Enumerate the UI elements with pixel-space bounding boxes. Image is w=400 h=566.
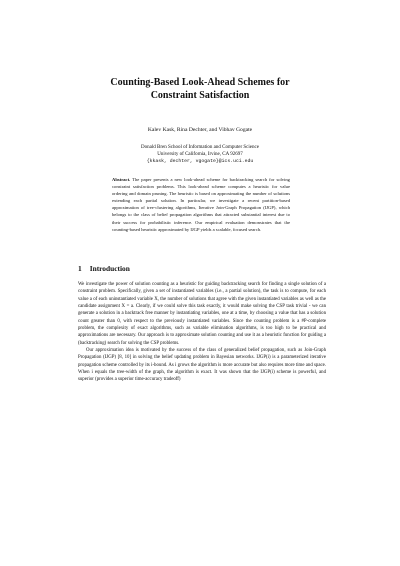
section-body <box>78 281 326 384</box>
section-heading <box>78 264 130 273</box>
title-line: Constraint Satisfaction <box>150 90 250 101</box>
affiliation-line: University of California, Irvine, CA 92697 <box>157 152 243 157</box>
body-paragraph: We investigate the power of solution counting as a heuristic for guiding backtracking search for finding a single solution of a constraint problem. Specifically, given a set of instantiated variables (i.e., a partial solution), the task is to compute, for each value a of each uninstantiated variable X, the number of solutions that agree with the given instantiated variables as well as the candidate assignment X = a. Clearly, if we could solve this task exactly, it would make solving the CSP task trivial - we can generate a solution in a backtrack free manner by instantiating variables, one at a time, by choosing a value that has a solution count greater than 0, with respect to the previously instantiated variables. Since the counting problem is a #P-complete problem, the complexity of exact algorithms, such as variable elimination algorithms, is too high to be practical and approximations are necessary. Our approach is to approximate solution counting and use it as a heuristic function for guiding a (backtracking) search for solving the CSP problems. <box>78 282 326 346</box>
abstract-label: Abstract. <box>112 177 131 182</box>
body-paragraph: Our approximation idea is motivated by the success of the class of generalized belief propagation, such as Join-Graph Propagation (IJGP) [8, 10] in solving the belief updating problem in Bayesian networks. IJGP(i) is a parameterized iterative propagation scheme controlled by its i-bound. As i grows the algorithm is more accurate but also requires more time and space. When i equals the tree-width of the graph, the algorithm is exact. It was shown that the IJGP(i) scheme is powerful, and superior (provides a superior time-accuracy tradeoff) <box>78 348 326 383</box>
paper-title <box>60 76 340 102</box>
author-emails: {kkask, dechter, vgogate}@ics.uci.edu <box>146 159 254 164</box>
abstract-text: The paper presents a new look-ahead scheme for backtracking search for solving constraint satisfaction problems. This look-ahead scheme computes a heuristic for value ordering and domain pruning. The heuristic is based on approximating the number of solutions extending each partial solution. In particular, we investigate a recent partition-based approximation of tree-clustering algorithms, Iterative Join-Graph Propagation (IJGP), which belongs to the class of belief propagation algorithms that attracted substantial interest due to their success for probabilistic inference. Our empirical evaluation demonstrates that the counting-based heuristic approximated by IJGP yields a scalable, focused search. <box>112 177 290 232</box>
author-list: Kalev Kask, Rina Dechter, and Vibhav Gogate <box>147 127 253 133</box>
affiliation <box>60 144 340 165</box>
section-title: Introduction <box>89 264 130 273</box>
section-number: 1 <box>78 264 82 273</box>
title-line: Counting-Based Look-Ahead Schemes for <box>110 77 290 88</box>
abstract <box>112 176 290 233</box>
affiliation-line: Donald Bren School of Information and Computer Science <box>141 145 259 150</box>
